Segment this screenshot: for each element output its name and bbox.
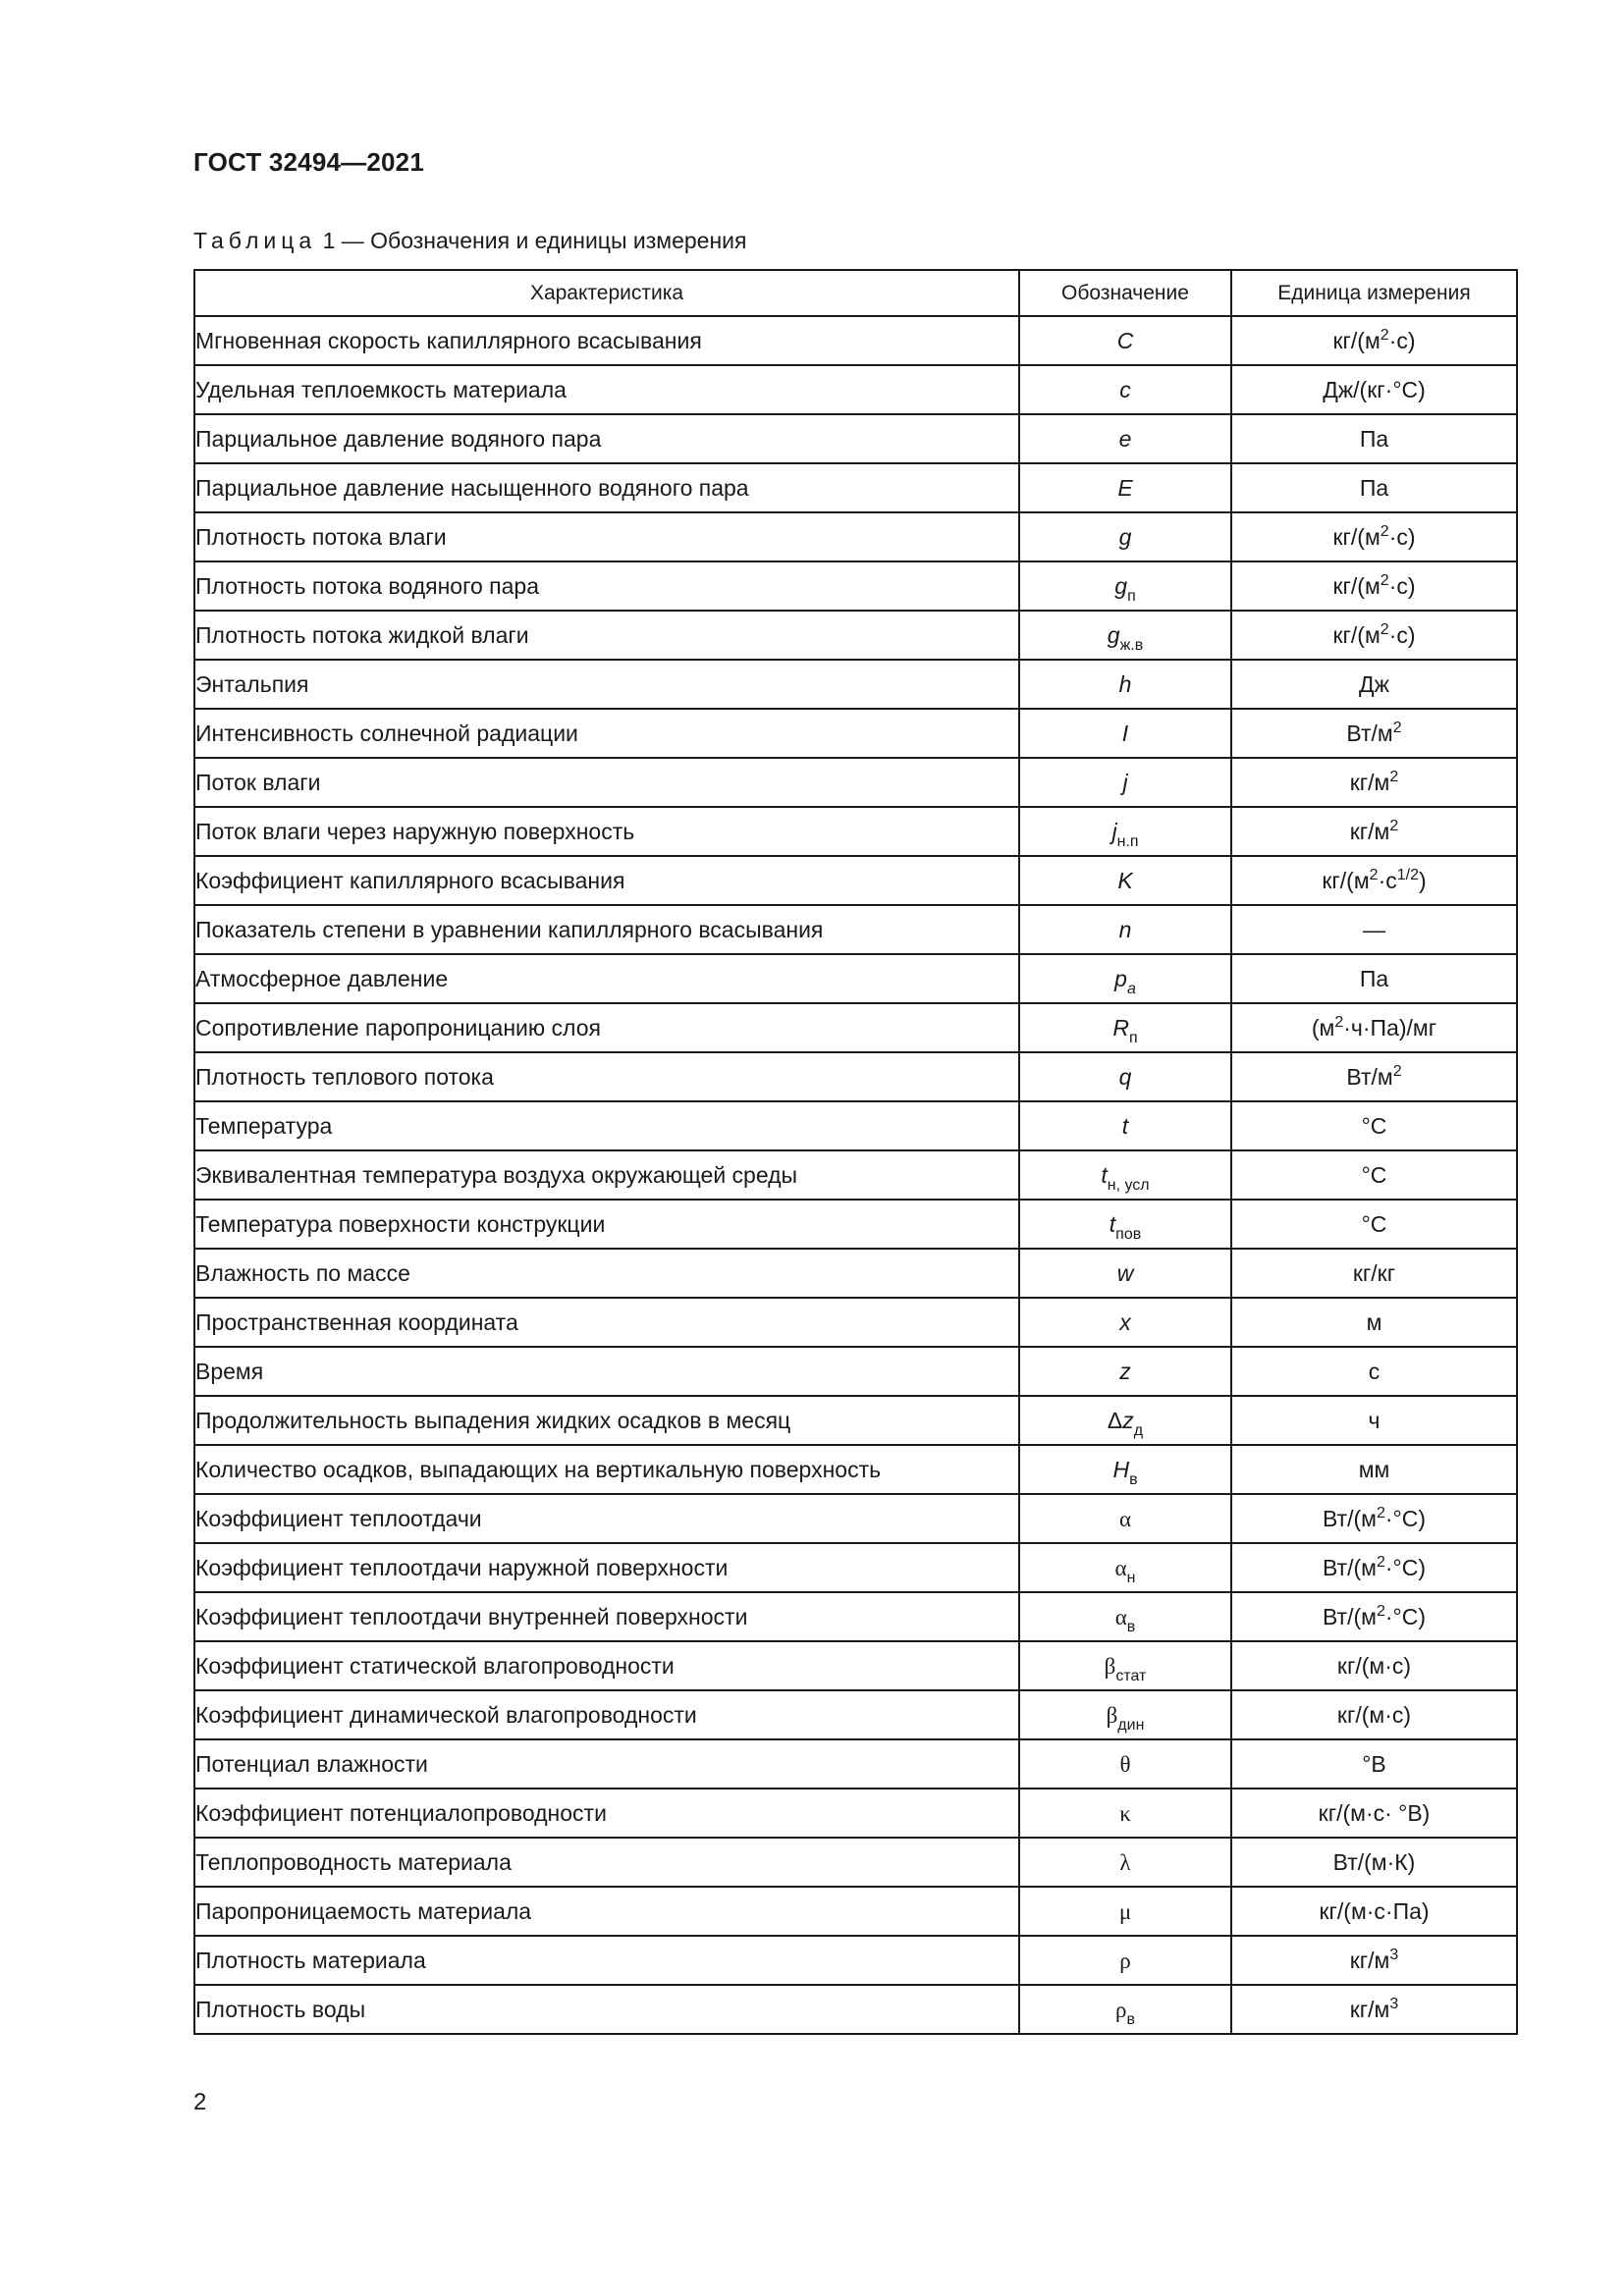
unit-cell: $Вт/(м^2\cdot^\circ C)$ [1231, 1494, 1517, 1543]
characteristic-cell: Продолжительность выпадения жидких осадков в месяц [194, 1396, 1019, 1445]
table-row [194, 561, 1517, 611]
unit-cell: с [1231, 1347, 1517, 1396]
symbol-greek: ρ [1119, 1948, 1131, 1973]
symbol-greek: α [1114, 1555, 1127, 1580]
symbol-cell [1019, 954, 1231, 1003]
symbol-cell [1019, 1052, 1231, 1101]
symbol-greek: ρ [1115, 1997, 1127, 2022]
table-row [194, 1641, 1517, 1690]
symbol-main: g [1107, 621, 1120, 648]
characteristic-cell: Атмосферное давление [194, 954, 1019, 1003]
characteristic-cell: Влажность по массе [194, 1249, 1019, 1298]
characteristic-cell: Плотность потока влаги [194, 512, 1019, 561]
characteristic-cell: Плотность потока водяного пара [194, 561, 1019, 611]
table-row [194, 1739, 1517, 1789]
unit-cell: ч [1231, 1396, 1517, 1445]
unit-cell: $кг/м^2$ [1231, 807, 1517, 856]
symbol-subscript: в [1129, 1470, 1138, 1488]
symbol-main: c [1119, 376, 1131, 402]
table-row [194, 954, 1517, 1003]
symbol-cell [1019, 1347, 1231, 1396]
symbol-main: h [1118, 670, 1132, 697]
symbol-cell [1019, 1838, 1231, 1887]
symbol-cell [1019, 1396, 1231, 1445]
symbol-greek: α [1118, 1506, 1132, 1531]
table-row [194, 1592, 1517, 1641]
characteristic-cell: Температура поверхности конструкции [194, 1200, 1019, 1249]
symbol-cell [1019, 1445, 1231, 1494]
characteristic-cell: Количество осадков, выпадающих на вертикальную поверхность [194, 1445, 1019, 1494]
unit-cell: $кг/м^2$ [1231, 758, 1517, 807]
characteristic-cell: Поток влаги [194, 758, 1019, 807]
unit-cell: мм [1231, 1445, 1517, 1494]
unit-cell: $кг/м^3$ [1231, 1936, 1517, 1985]
table-row [194, 414, 1517, 463]
symbol-subscript: в [1126, 1618, 1136, 1635]
symbol-cell [1019, 1887, 1231, 1936]
characteristic-cell: Коэффициент статической влагопроводности [194, 1641, 1019, 1690]
unit-cell: — [1231, 905, 1517, 954]
symbol-greek: α [1114, 1604, 1127, 1629]
symbol-main: x [1119, 1308, 1131, 1335]
symbol-main: z [1122, 1407, 1134, 1433]
symbol-cell [1019, 1936, 1231, 1985]
table-row [194, 1985, 1517, 2034]
table-row [194, 709, 1517, 758]
unit-cell: $кг/м^3$ [1231, 1985, 1517, 2034]
table-caption-text: 1 — Обозначения и единицы измерения [322, 228, 747, 253]
table-row [194, 1838, 1517, 1887]
symbol-main: t [1109, 1210, 1116, 1237]
page-number: 2 [193, 2089, 207, 2115]
characteristic-cell: Плотность потока жидкой влаги [194, 611, 1019, 660]
characteristic-cell: Мгновенная скорость капиллярного всасывания [194, 316, 1019, 365]
symbol-cell [1019, 611, 1231, 660]
symbol-greek: θ [1119, 1751, 1131, 1777]
symbol-cell [1019, 1985, 1231, 2034]
unit-cell: °C [1231, 1101, 1517, 1150]
unit-cell: кг/кг [1231, 1249, 1517, 1298]
symbol-cell [1019, 1003, 1231, 1052]
table-body [194, 316, 1517, 2034]
symbol-subscript: пов [1115, 1225, 1142, 1243]
characteristic-cell: Потенциал влажности [194, 1739, 1019, 1789]
table-row [194, 1543, 1517, 1592]
table-row [194, 1347, 1517, 1396]
characteristic-cell: Теплопроводность материала [194, 1838, 1019, 1887]
symbol-cell [1019, 660, 1231, 709]
unit-cell: $Вт/(м^2\cdot^\circ C)$ [1231, 1543, 1517, 1592]
symbol-cell [1019, 709, 1231, 758]
table-row [194, 1101, 1517, 1150]
unit-cell: $кг/(м^2\cdot с)$ [1231, 611, 1517, 660]
table-row [194, 905, 1517, 954]
symbol-main: q [1118, 1063, 1132, 1090]
characteristic-cell: Сопротивление паропроницанию слоя [194, 1003, 1019, 1052]
symbol-main: j [1122, 769, 1128, 795]
symbol-cell [1019, 1789, 1231, 1838]
symbol-greek: μ [1118, 1898, 1132, 1924]
characteristic-cell: Энтальпия [194, 660, 1019, 709]
table-row [194, 1052, 1517, 1101]
symbol-main: z [1119, 1358, 1131, 1384]
symbol-subscript: a [1126, 980, 1136, 997]
symbol-cell [1019, 1739, 1231, 1789]
symbol-main: p [1114, 965, 1127, 991]
unit-cell: $Вт/(м^2\cdot^\circ C)$ [1231, 1592, 1517, 1641]
symbol-main: w [1116, 1259, 1134, 1286]
symbol-main: E [1117, 474, 1133, 501]
unit-cell: кг/(м·с) [1231, 1690, 1517, 1739]
table-row [194, 463, 1517, 512]
symbol-cell [1019, 856, 1231, 905]
symbol-cell [1019, 1543, 1231, 1592]
symbol-cell [1019, 1592, 1231, 1641]
table-row [194, 1690, 1517, 1739]
unit-cell: $кг/(м^2\cdot с^{1/2})$ [1231, 856, 1517, 905]
symbol-greek: κ [1119, 1800, 1131, 1826]
table-row [194, 365, 1517, 414]
symbol-main: C [1116, 327, 1134, 353]
unit-cell: кг/(м·с) [1231, 1641, 1517, 1690]
table-row [194, 1887, 1517, 1936]
symbol-greek: β [1104, 1653, 1116, 1679]
symbol-cell [1019, 1298, 1231, 1347]
unit-cell: °C [1231, 1200, 1517, 1249]
symbol-main: K [1117, 867, 1133, 893]
symbol-cell [1019, 512, 1231, 561]
unit-cell: Дж/(кг·°C) [1231, 365, 1517, 414]
symbol-main: R [1112, 1014, 1129, 1041]
characteristic-cell: Коэффициент теплоотдачи [194, 1494, 1019, 1543]
characteristic-cell: Коэффициент капиллярного всасывания [194, 856, 1019, 905]
table-row [194, 1150, 1517, 1200]
table-row [194, 316, 1517, 365]
unit-cell: м [1231, 1298, 1517, 1347]
unit-cell: Дж [1231, 660, 1517, 709]
characteristic-cell: Плотность материала [194, 1936, 1019, 1985]
unit-cell: кг/(м·с·Па) [1231, 1887, 1517, 1936]
unit-cell: $кг/(м^2\cdot с)$ [1231, 512, 1517, 561]
table-header-row [194, 270, 1517, 316]
symbol-subscript: н.п [1116, 832, 1139, 850]
unit-cell: $кг/(м^2\cdot с)$ [1231, 561, 1517, 611]
table-row [194, 1396, 1517, 1445]
unit-cell: $Вт/м^2$ [1231, 709, 1517, 758]
characteristic-cell: Удельная теплоемкость материала [194, 365, 1019, 414]
unit-cell: $(м^2\cdot ч\cdot Па)/мг$ [1231, 1003, 1517, 1052]
symbol-cell [1019, 414, 1231, 463]
symbol-cell [1019, 807, 1231, 856]
characteristic-cell: Плотность воды [194, 1985, 1019, 2034]
symbol-main: I [1121, 720, 1129, 746]
symbol-subscript: ж.в [1119, 636, 1144, 654]
symbol-cell [1019, 1641, 1231, 1690]
symbol-main: n [1118, 916, 1132, 942]
symbol-main: t [1101, 1161, 1108, 1188]
notation-table [193, 269, 1518, 2035]
table-row [194, 758, 1517, 807]
characteristic-cell: Показатель степени в уравнении капиллярного всасывания [194, 905, 1019, 954]
symbol-cell [1019, 1101, 1231, 1150]
table-row [194, 807, 1517, 856]
column-header-unit: Единица измерения [1231, 270, 1517, 316]
characteristic-cell: Время [194, 1347, 1019, 1396]
symbol-main: e [1118, 425, 1132, 452]
unit-cell: $Вт/м^2$ [1231, 1052, 1517, 1101]
symbol-main: t [1121, 1112, 1129, 1139]
symbol-greek: λ [1119, 1849, 1131, 1875]
table-row [194, 1003, 1517, 1052]
symbol-cell [1019, 561, 1231, 611]
table-row [194, 856, 1517, 905]
characteristic-cell: Эквивалентная температура воздуха окружающей среды [194, 1150, 1019, 1200]
characteristic-cell: Коэффициент теплоотдачи внутренней поверхности [194, 1592, 1019, 1641]
table-row [194, 1249, 1517, 1298]
symbol-subscript: п [1128, 1029, 1138, 1046]
symbol-cell [1019, 316, 1231, 365]
characteristic-cell: Интенсивность солнечной радиации [194, 709, 1019, 758]
table-row [194, 1298, 1517, 1347]
characteristic-cell: Коэффициент теплоотдачи наружной поверхности [194, 1543, 1019, 1592]
symbol-subscript: в [1126, 2010, 1135, 2028]
symbol-main: g [1114, 572, 1128, 599]
table-caption [193, 228, 746, 254]
table-row [194, 1789, 1517, 1838]
table-row [194, 1936, 1517, 1985]
symbol-cell [1019, 1494, 1231, 1543]
unit-cell: °В [1231, 1739, 1517, 1789]
symbol-main: H [1112, 1456, 1130, 1482]
unit-cell: °C [1231, 1150, 1517, 1200]
characteristic-cell: Паропроницаемость материала [194, 1887, 1019, 1936]
characteristic-cell: Парциальное давление водяного пара [194, 414, 1019, 463]
symbol-subscript: стат [1115, 1667, 1147, 1684]
unit-cell: Па [1231, 954, 1517, 1003]
symbol-main: j [1111, 818, 1117, 844]
unit-cell: Вт/(м·К) [1231, 1838, 1517, 1887]
unit-cell: Па [1231, 414, 1517, 463]
symbol-cell [1019, 1150, 1231, 1200]
symbol-cell [1019, 1690, 1231, 1739]
characteristic-cell: Плотность теплового потока [194, 1052, 1019, 1101]
symbol-cell [1019, 463, 1231, 512]
column-header-symbol: Обозначение [1019, 270, 1231, 316]
table-row [194, 1445, 1517, 1494]
characteristic-cell: Поток влаги через наружную поверхность [194, 807, 1019, 856]
table-row [194, 1494, 1517, 1543]
symbol-prefix: Δ [1107, 1407, 1123, 1433]
symbol-subscript: д [1133, 1421, 1144, 1439]
symbol-cell [1019, 758, 1231, 807]
unit-cell: Па [1231, 463, 1517, 512]
table-caption-label: Таблица [193, 228, 317, 253]
symbol-subscript: дин [1117, 1716, 1145, 1734]
characteristic-cell: Коэффициент потенциалопроводности [194, 1789, 1019, 1838]
unit-cell: кг/(м·с· °В) [1231, 1789, 1517, 1838]
column-header-characteristic: Характеристика [194, 270, 1019, 316]
characteristic-cell: Парциальное давление насыщенного водяного пара [194, 463, 1019, 512]
symbol-subscript: н [1126, 1569, 1136, 1586]
symbol-cell [1019, 365, 1231, 414]
unit-cell: $кг/(м^2\cdot с)$ [1231, 316, 1517, 365]
symbol-cell [1019, 1200, 1231, 1249]
symbol-cell [1019, 905, 1231, 954]
table-row [194, 611, 1517, 660]
symbol-subscript: п [1127, 587, 1136, 605]
table-row [194, 660, 1517, 709]
characteristic-cell: Пространственная координата [194, 1298, 1019, 1347]
characteristic-cell: Температура [194, 1101, 1019, 1150]
symbol-greek: β [1106, 1702, 1118, 1728]
table-row [194, 1200, 1517, 1249]
table-row [194, 512, 1517, 561]
symbol-subscript: н, усл [1107, 1176, 1150, 1194]
document-id: ГОСТ 32494—2021 [193, 147, 424, 177]
characteristic-cell: Коэффициент динамической влагопроводности [194, 1690, 1019, 1739]
symbol-main: g [1118, 523, 1132, 550]
symbol-cell [1019, 1249, 1231, 1298]
